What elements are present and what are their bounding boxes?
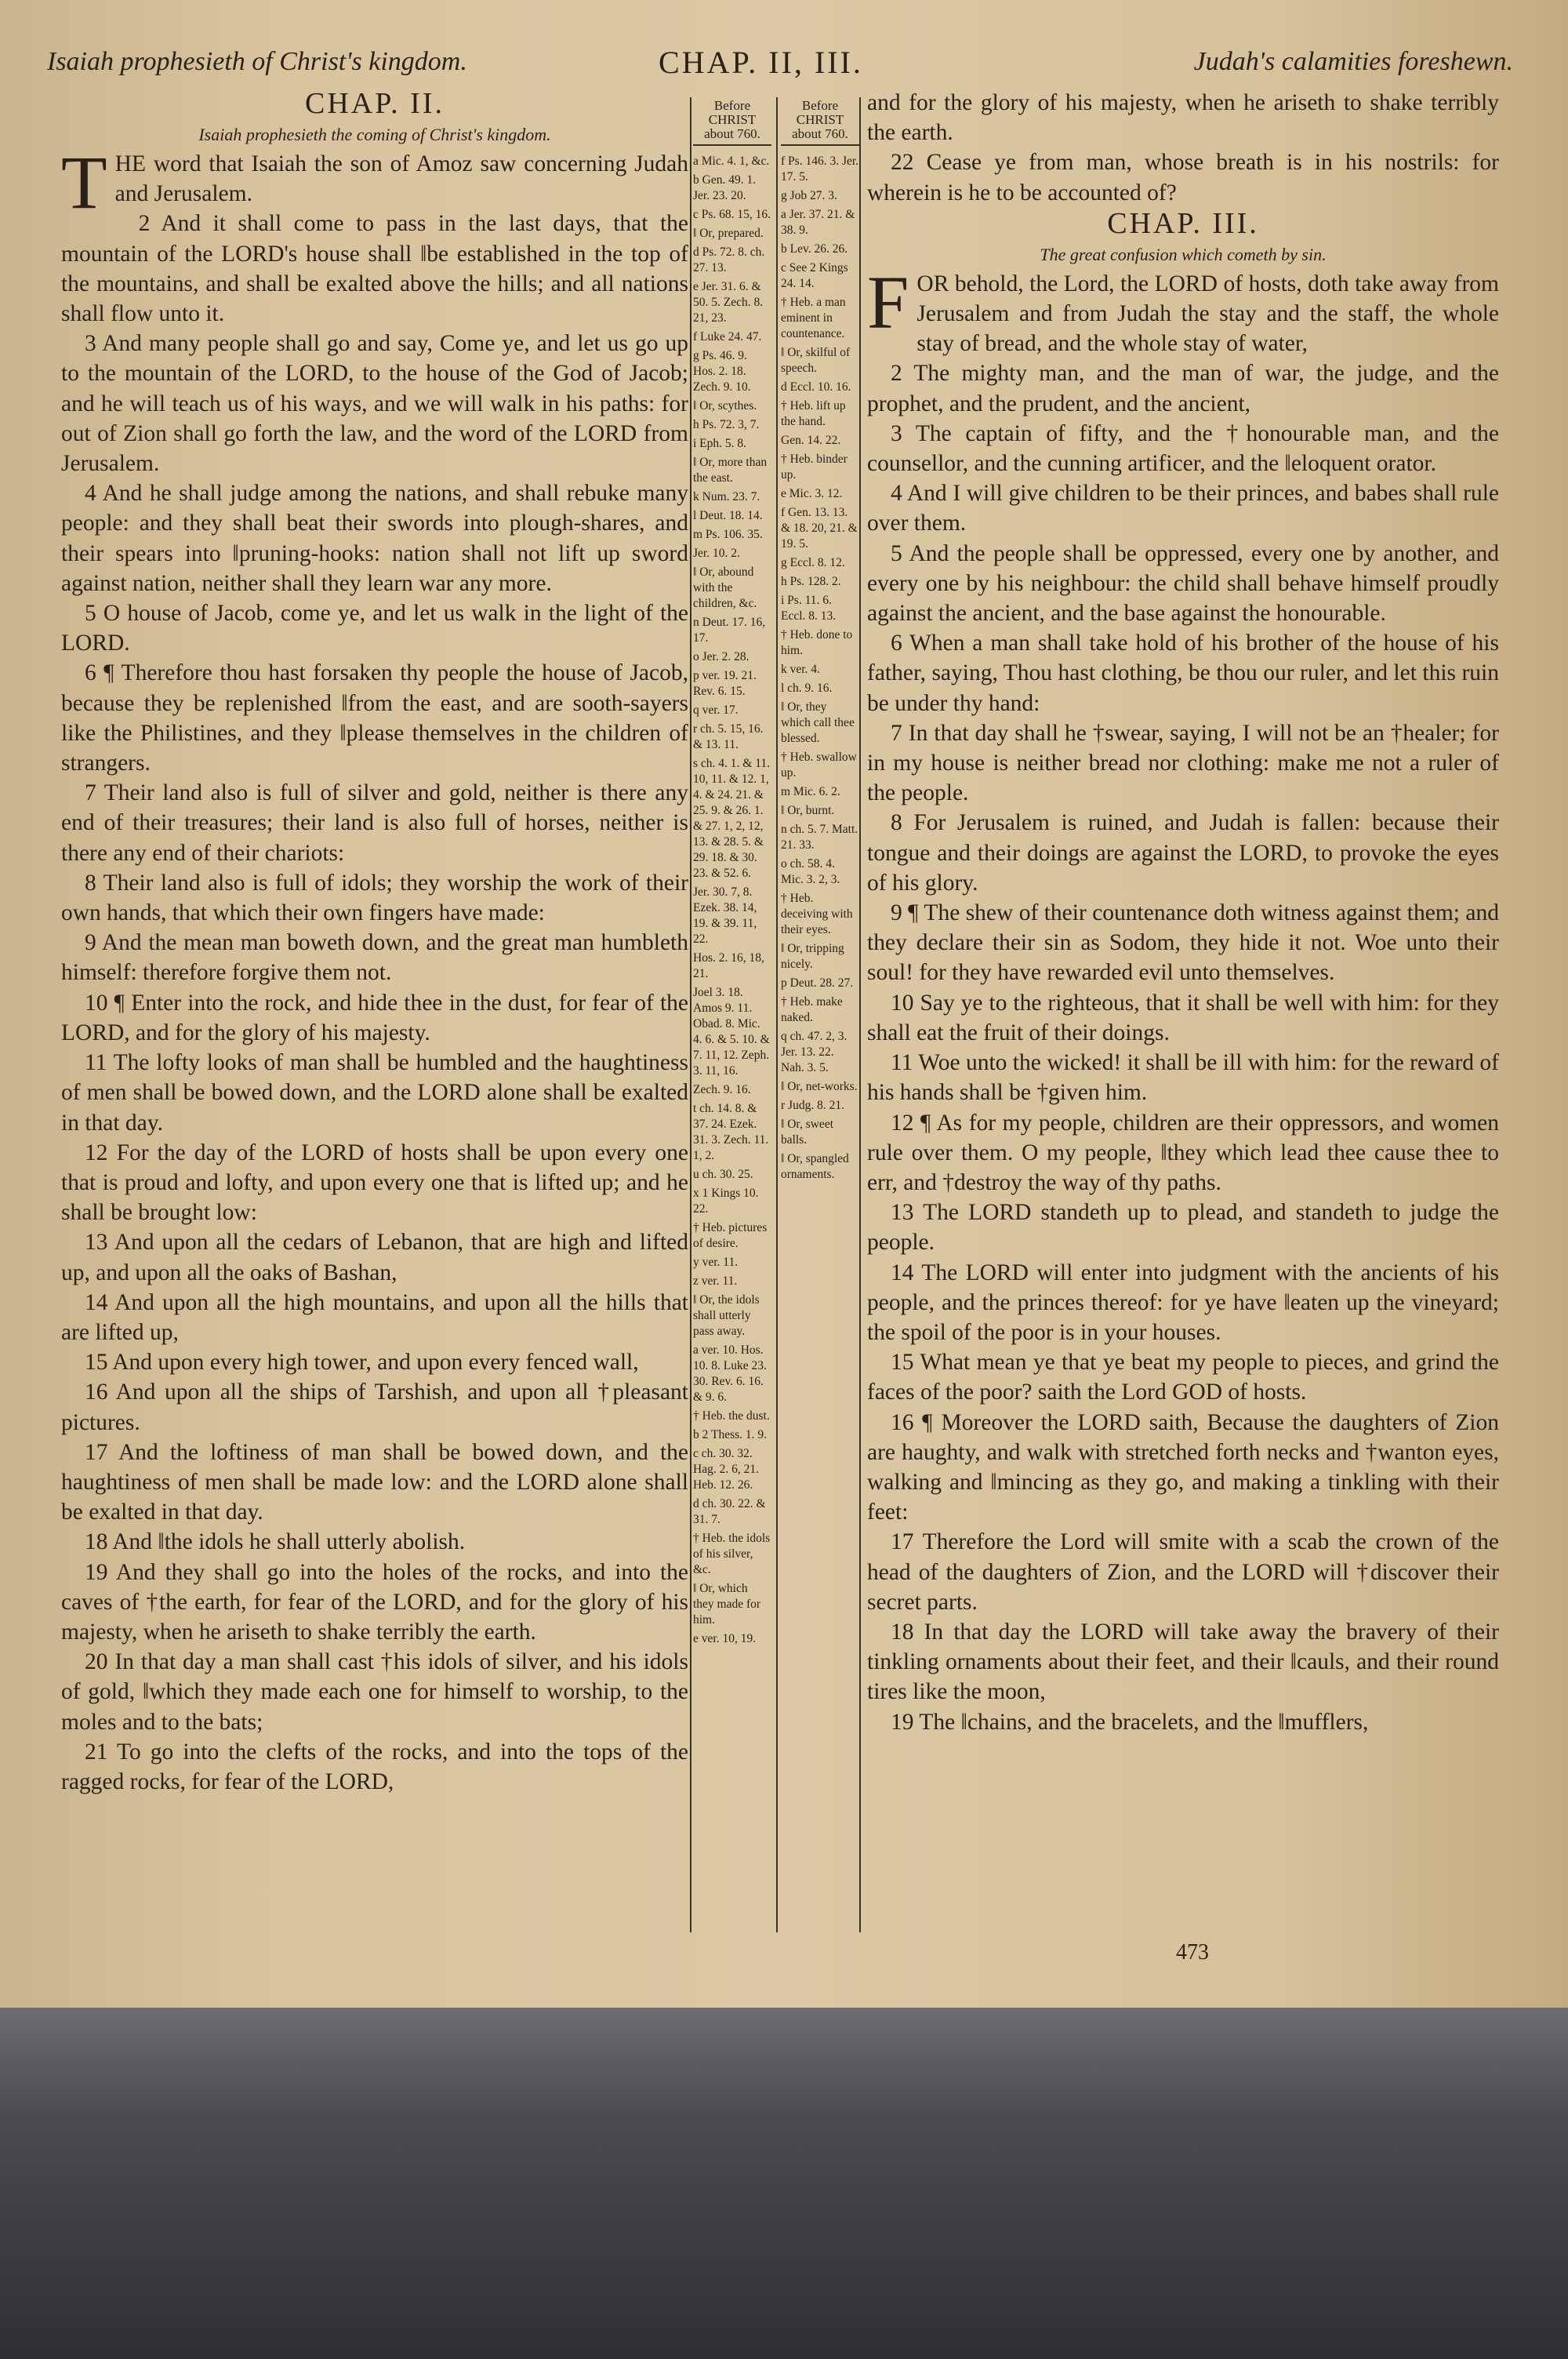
margin-note: l Deut. 18. 14. [693, 509, 763, 522]
margin-note: ‖ Or, spangled ornaments. [781, 1152, 849, 1181]
margin-note: † Heb. make naked. [781, 995, 843, 1024]
margin-note: c ch. 30. 32. Hag. 2. 6, 21. Heb. 12. 26. [693, 1447, 759, 1492]
margin-note: ‖ Or, abound with the children, &c. [693, 565, 757, 610]
verse: 14 And upon all the high mountains, and upon all the hills that are lifted up, [61, 1289, 688, 1345]
margin-note: h Ps. 72. 3, 7. [693, 418, 760, 431]
margin-note: b 2 Thess. 1. 9. [693, 1428, 768, 1441]
margin-note: d ch. 30. 22. & 31. 7. [693, 1497, 766, 1526]
verse: 7 Their land also is full of silver and gold, neither is there any end of their treasures; their land is also full of horses, neither is there any end of their chariots: [61, 780, 688, 866]
margin-note: ‖ Or, sweet balls. [781, 1118, 834, 1147]
margin-note: Hos. 2. 16, 18, 21. [693, 951, 764, 980]
margin-note: a Jer. 37. 21. & 38. 9. [781, 208, 855, 237]
verse: 13 The LORD standeth up to plead, and standeth to judge the people. [867, 1200, 1499, 1256]
running-head [47, 44, 1513, 91]
running-head-left: Isaiah prophesieth of Christ's kingdom. [47, 47, 467, 76]
verse: 6 ¶ Therefore thou hast forsaken thy people the house of Jacob, because they be replenished ‖from the east, and are sooth-sayers like the Philistines, and they ‖please themselves in the children of strangers. [61, 660, 688, 776]
margin-note: i Eph. 5. 8. [693, 437, 747, 450]
margin-note: ‖ Or, net-works. [781, 1080, 858, 1093]
column-rule [859, 97, 861, 1932]
verse: 16 And upon all the ships of Tarshish, and upon all †pleasant pictures. [61, 1379, 688, 1435]
verse: 18 In that day the LORD will take away the bravery of their tinkling ornaments about their feet, and their ‖cauls, and their round tires like the moon, [867, 1619, 1499, 1705]
verse-22: 22 Cease ye from man, whose breath is in his nostrils: for wherein is he to be accounted of? [867, 150, 1499, 205]
margin-header: Before CHRIST about 760. [781, 99, 859, 146]
verse-list [61, 209, 688, 1797]
margin-note: f Ps. 146. 3. Jer. 17. 5. [781, 154, 859, 184]
margin-note: Joel 3. 18. Amos 9. 11. Obad. 8. Mic. 4. 6. & 5. 10. & 7. 11, 12. Zeph. 3. 11, 16. [693, 986, 770, 1078]
margin-header: Before CHRIST about 760. [693, 99, 771, 146]
verse: 19 The ‖chains, and the bracelets, and the ‖mufflers, [891, 1709, 1369, 1735]
margin-note: g Ps. 46. 9. Hos. 2. 18. Zech. 9. 10. [693, 349, 751, 394]
verse: 15 What mean ye that ye beat my people to pieces, and grind the faces of the poor? saith the Lord GOD of hosts. [867, 1350, 1499, 1405]
verse-1 [61, 140, 688, 224]
margin-note: z ver. 11. [693, 1274, 738, 1288]
verse: 6 When a man shall take hold of his brother of the house of his father, saying, Thou hast clothing, be thou our ruler, and let this ruin be under thy hand: [867, 631, 1499, 716]
margin-note: ‖ Or, the idols shall utterly pass away. [693, 1293, 760, 1338]
margin-note: u ch. 30. 25. [693, 1168, 753, 1181]
margin-note: n Deut. 17. 16, 17. [693, 616, 766, 645]
margin-note: Zech. 9. 16. [693, 1083, 751, 1096]
margin-note: † Heb. lift up the hand. [781, 399, 846, 428]
margin-note: e Jer. 31. 6. & 50. 5. Zech. 8. 21, 23. [693, 280, 764, 325]
chapter-title: CHAP. II. [305, 87, 445, 120]
verse: 4 And he shall judge among the nations, and shall rebuke many people: and they shall beat their swords into plough-shares, and their spears into ‖pruning-hooks: nation shall not lift up sword against nation, neither shall they learn war any more. [61, 481, 688, 596]
margin-note: d Eccl. 10. 16. [781, 380, 851, 394]
margin-note: m Ps. 106. 35. [693, 528, 763, 541]
margin-note: d Ps. 72. 8. ch. 27. 13. [693, 245, 765, 274]
drop-cap: F [867, 260, 909, 344]
margin-note: o Jer. 2. 28. [693, 650, 750, 663]
verse: 4 And I will give children to be their princes, and babes shall rule over them. [867, 481, 1499, 536]
margin-note: † Heb. binder up. [781, 453, 848, 482]
margin-note: † Heb. the dust. [693, 1409, 770, 1423]
margin-note: f Gen. 13. 13. & 18. 20, 21. & 19. 5. [781, 506, 858, 551]
drop-cap: T [61, 140, 107, 224]
margin-note: t ch. 14. 8. & 37. 24. Ezek. 31. 3. Zech. 11. 1, 2. [693, 1102, 769, 1162]
page-number: 473 [1176, 1940, 1209, 1965]
margin-note: x 1 Kings 10. 22. [693, 1187, 759, 1216]
verse: 5 O house of Jacob, come ye, and let us walk in the light of the LORD. [61, 601, 688, 656]
margin-note: e ver. 10, 19. [693, 1632, 757, 1645]
verse: 14 The LORD will enter into judgment with the ancients of his people, and the princes thereof: for ye have ‖eaten up the vineyard; the spoil of the poor is in your houses. [867, 1259, 1499, 1345]
margin-note: e Mic. 3. 12. [781, 487, 843, 500]
verse: 8 For Jerusalem is ruined, and Judah is fallen: because their tongue and their doings are against the LORD, to provoke the eyes of his glory. [867, 810, 1499, 896]
margin-note-list [693, 154, 771, 1647]
margin-note: n ch. 5. 7. Matt. 21. 33. [781, 823, 858, 852]
margin-note: h Ps. 128. 2. [781, 575, 841, 588]
verse: 17 And the loftiness of man shall be bowed down, and the haughtiness of men shall be made low: and the LORD alone shall be exalted in that day. [61, 1439, 688, 1525]
margin-note: † Heb. the idols of his silver, &c. [693, 1532, 771, 1576]
margin-note: k ver. 4. [781, 663, 820, 676]
verse: 11 Woe unto the wicked! it shall be ill with him: for the reward of his hands shall be †given him. [867, 1050, 1499, 1106]
verse: 8 Their land also is full of idols; they worship the work of their own hands, that which their own fingers have made: [61, 870, 688, 926]
margin-note: ‖ Or, which they made for him. [693, 1582, 761, 1627]
verse: 11 The lofty looks of man shall be humbled and the haughtiness of men shall be bowed down, and the LORD alone shall be exalted in that day. [61, 1050, 688, 1136]
verse: 9 And the mean man boweth down, and the great man humbleth himself: therefore forgive them not. [61, 930, 688, 986]
verse: 9 ¶ The shew of their countenance doth witness against them; and they declare their sin as Sodom, they hide it not. Woe unto their soul! for they have rewarded evil unto themselves. [867, 900, 1499, 986]
background-surface [0, 2008, 1568, 2359]
margin-note: † Heb. swallow up. [781, 751, 857, 780]
margin-note: i Ps. 11. 6. Eccl. 8. 13. [781, 594, 837, 623]
margin-note: o ch. 58. 4. Mic. 3. 2, 3. [781, 857, 840, 886]
margin-note: † Heb. deceiving with their eyes. [781, 892, 853, 936]
margin-note: † Heb. done to him. [781, 628, 853, 657]
chapter-title: CHAP. III. [1107, 206, 1259, 240]
margin-note: s ch. 4. 1. & 11. 10, 11. & 12. 1, 4. & 24. 21. & 25. 9. & 26. 1. & 27. 1, 2, 12, 13. & 28. 5. & 29. 18. & 30. 23. & 52. 6. [693, 757, 771, 880]
chapter-summary: The great confusion which cometh by sin. [1040, 244, 1327, 264]
verse: 12 ¶ As for my people, children are their oppressors, and women rule over them. O my people, ‖they which lead thee cause thee to err, and †destroy the way of thy paths. [867, 1110, 1499, 1195]
margin-note: ‖ Or, skilful of speech. [781, 346, 851, 375]
verse: 21 To go into the clefts of the rocks, and into the tops of the ragged rocks, for fear of the LORD, [61, 1739, 688, 1794]
running-head-right: Judah's calamities foreshewn. [1193, 47, 1513, 76]
margin-note: q ch. 47. 2, 3. Jer. 13. 22. Nah. 3. 5. [781, 1030, 848, 1074]
margin-note: a ver. 10. Hos. 10. 8. Luke 23. 30. Rev. 6. 16. & 9. 6. [693, 1343, 767, 1404]
verse: 10 ¶ Enter into the rock, and hide thee in the dust, for fear of the LORD, and for the glory of his majesty. [61, 990, 688, 1045]
margin-note: r ch. 5. 15, 16. & 13. 11. [693, 722, 764, 751]
margin-note: Jer. 10. 2. [693, 547, 740, 560]
margin-note: † Heb. pictures of desire. [693, 1221, 768, 1250]
verse-1 [867, 260, 1499, 359]
margin-note: k Num. 23. 7. [693, 490, 760, 503]
margin-note: g Eccl. 8. 12. [781, 556, 845, 569]
margin-note: c Ps. 68. 15, 16. [693, 208, 771, 221]
margin-note: g Job 27. 3. [781, 189, 837, 202]
verse: 19 And they shall go into the holes of the rocks, and into the caves of †the earth, for fear of the LORD, and for the glory of his majesty, when he ariseth to shake terribly the earth. [61, 1559, 688, 1645]
verse: 20 In that day a man shall cast †his idols of silver, and his idols of gold, ‖which they made each one for himself to worship, to the moles and to the bats; [61, 1649, 688, 1735]
margin-note: p ver. 19. 21. Rev. 6. 15. [693, 669, 757, 698]
verse: 3 And many people shall go and say, Come ye, and let us go up to the mountain of the LORD, to the house of the God of Jacob; and he will teach us of his ways, and we will walk in his paths: for out of Zion shall go forth the law, and the word of the LORD from Jerusalem. [61, 331, 688, 477]
margin-note: f Luke 24. 47. [693, 330, 762, 343]
margin-note-list [781, 154, 859, 1183]
verse-text: HE word that Isaiah the son of Amoz saw concerning Judah and Jerusalem. [114, 151, 688, 207]
margin-note: ‖ Or, tripping nicely. [781, 942, 844, 971]
margin-note: b Gen. 49. 1. Jer. 23. 20. [693, 173, 757, 202]
right-text-column [867, 88, 1499, 1737]
verse: 18 And ‖the idols he shall utterly abolish. [85, 1529, 466, 1555]
margin-note: a Mic. 4. 1, &c. [693, 154, 770, 168]
margin-note: † Heb. a man eminent in countenance. [781, 296, 846, 340]
left-text-column [61, 88, 688, 1797]
running-head-center: CHAP. II, III. [659, 45, 863, 80]
verse: 15 And upon every high tower, and upon every fenced wall, [85, 1350, 639, 1376]
column-rule [776, 97, 778, 1932]
column-rule [690, 97, 691, 1932]
margin-note: y ver. 11. [693, 1256, 739, 1269]
margin-note: m Mic. 6. 2. [781, 785, 840, 798]
chapter-summary: Isaiah prophesieth the coming of Christ's kingdom. [198, 125, 551, 144]
verse: 10 Say ye to the righteous, that it shall be well with him: for they shall eat the fruit of their doings. [867, 990, 1499, 1045]
margin-note: q ver. 17. [693, 703, 739, 717]
margin-references-left [693, 99, 771, 1650]
margin-note: b Lev. 26. 26. [781, 242, 848, 256]
verse: 12 For the day of the LORD of hosts shall be upon every one that is proud and lofty, and upon every one that is lifted up; and he shall be brought low: [61, 1140, 688, 1226]
verse-list [867, 358, 1499, 1736]
margin-note: p Deut. 28. 27. [781, 976, 854, 990]
margin-note: Jer. 30. 7, 8. Ezek. 38. 14, 19. & 39. 11, 22. [693, 885, 757, 946]
margin-references-right [781, 99, 859, 1186]
verse: 16 ¶ Moreover the LORD saith, Because the daughters of Zion are haughty, and walk with stretched forth necks and †wanton eyes, walking and ‖mincing as they go, and making a tinkling with their feet: [867, 1409, 1499, 1525]
margin-note: l ch. 9. 16. [781, 682, 833, 695]
verse: 5 And the people shall be oppressed, every one by another, and every one by his neighbour: the child shall behave himself proudly against the ancient, and the base against the honourable. [867, 540, 1499, 627]
verse: 2 The mighty man, and the man of war, the judge, and the prophet, and the prudent, and the ancient, [867, 361, 1499, 416]
margin-note: ‖ Or, they which call thee blessed. [781, 700, 855, 745]
verse: 13 And upon all the cedars of Lebanon, that are high and lifted up, and upon all the oaks of Bashan, [61, 1230, 688, 1285]
margin-note: r Judg. 8. 21. [781, 1099, 844, 1112]
verse: 17 Therefore the Lord will smite with a scab the crown of the head of the daughters of Zion, and the LORD will †discover their secret parts. [867, 1529, 1499, 1615]
margin-note: ‖ Or, more than the east. [693, 456, 768, 485]
margin-note: c See 2 Kings 24. 14. [781, 261, 848, 290]
verse: 3 The captain of fifty, and the †honourable man, and the counsellor, and the cunning artificer, and the ‖eloquent orator. [867, 420, 1499, 477]
verse-text: OR behold, the Lord, the LORD of hosts, doth take away from Jerusalem and from Judah the stay and the staff, the whole stay of bread, and the whole stay of water, [916, 271, 1499, 357]
margin-note: ‖ Or, scythes. [693, 399, 757, 413]
verse: 7 In that day shall he †swear, saying, I will not be an †healer; for in my house is neither bread nor clothing: make me not a ruler of the people. [867, 720, 1499, 806]
verse: 2 And it shall come to pass in the last days, that the mountain of the LORD's house shall ‖be established in the top of the mountains, and shall be exalted above the hills; and all nations shall flow unto it. [61, 211, 688, 327]
margin-note: ‖ Or, burnt. [781, 804, 835, 817]
verse-continuation: and for the glory of his majesty, when he ariseth to shake terribly the earth. [867, 90, 1499, 146]
margin-note: Gen. 14. 22. [781, 434, 841, 447]
margin-note: ‖ Or, prepared. [693, 227, 764, 240]
